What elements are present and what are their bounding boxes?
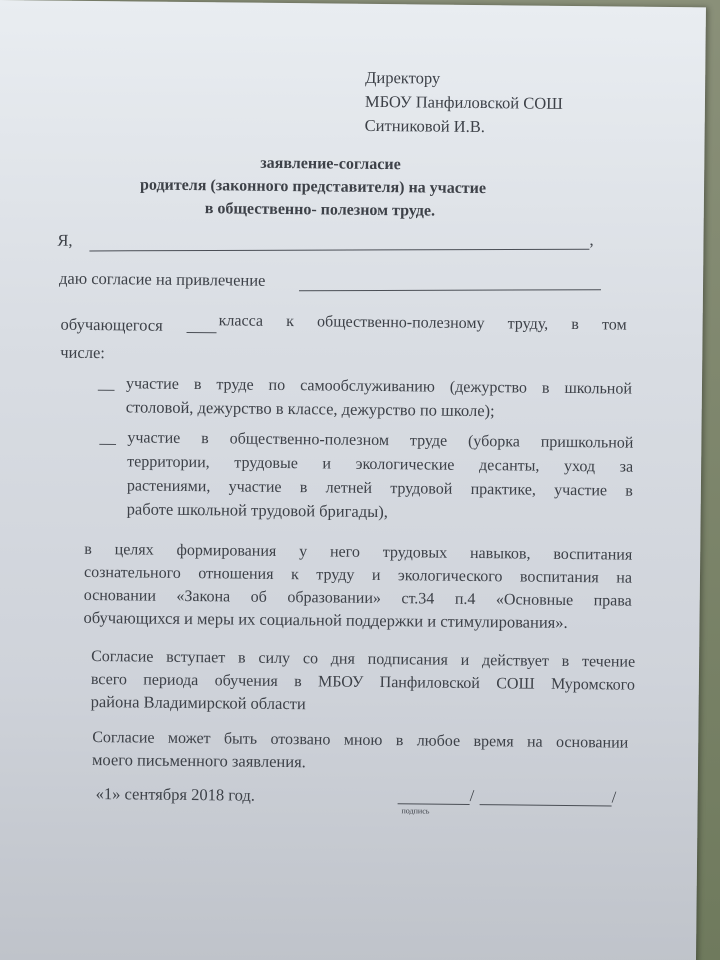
validity-line-3: района Владимирской области	[90, 691, 306, 714]
validity-line-2: всего периода обучения в МБОУ Панфиловской СОШ Муромского	[90, 670, 635, 694]
ya-label: Я,	[57, 230, 73, 250]
list-item-1-line-2: столовой, дежурство в классе, дежурство по школе);	[125, 397, 495, 421]
class-number-field[interactable]	[187, 332, 217, 333]
list-item-2-line-4: работе школьной трудовой бригады),	[126, 499, 388, 522]
list-item-2-line-3: растениями, участие в летней трудовой практике, участие в	[126, 477, 633, 500]
addressee-line-1: Директору	[365, 67, 441, 88]
list-dash-2: —	[99, 433, 116, 453]
signature-slash-1: /	[469, 785, 475, 806]
validity-line-1: Согласие вступает в силу со дня подписания и действует в течение	[91, 647, 636, 671]
signature-caption: подпись	[401, 806, 430, 816]
addressee-line-2: МБОУ Панфиловской СОШ	[364, 91, 563, 113]
document-subtitle-1: родителя (законного представителя) на участие	[139, 176, 487, 198]
purpose-line-3: основании «Закона об образовании» ст.34 п.4 «Основные права	[83, 586, 632, 610]
purpose-line-4: обучающихся и меры их социальной поддержки и стимулирования».	[83, 607, 568, 632]
purpose-line-1: в целях формирования у него трудовых навыков, воспитания	[84, 540, 633, 564]
signature-slash-2: /	[611, 787, 617, 807]
document-subtitle-2: в общественно- полезном труде.	[204, 200, 436, 220]
list-item-2-line-2: территории, трудовые и экологические десанты, уход за	[127, 453, 634, 476]
list-dash-1: —	[97, 379, 115, 399]
list-item-1-line-1: участие в труде по самообслуживанию (дежурство в школьной	[125, 375, 633, 398]
addressee-line-3: Ситниковой И.В.	[364, 115, 486, 137]
child-name-field[interactable]	[299, 289, 601, 291]
revocation-line-2: моего письменного заявления.	[91, 750, 306, 772]
comma-mark: ,	[589, 230, 594, 250]
purpose-line-2: сознательного отношения к труду и экологического воспитания на	[83, 563, 633, 587]
student-word: обучающегося	[60, 314, 163, 335]
class-rest-text: класса к общественно-полезному труду, в том	[218, 312, 627, 334]
date-text: «1» сентября 2018 год.	[95, 784, 256, 805]
signature-field[interactable]	[398, 803, 470, 805]
consent-label: даю согласие на привлечение	[58, 268, 266, 290]
parent-name-field[interactable]	[89, 249, 589, 252]
including-text: числе:	[60, 342, 106, 363]
revocation-line-1: Согласие может быть отозвано мною в любое время на основании	[92, 729, 629, 752]
document-title: заявление-согласие	[260, 154, 401, 174]
list-item-2-line-1: участие в общественно-полезном труде (уборка пришкольной	[127, 429, 634, 452]
signature-name-field[interactable]	[480, 804, 612, 806]
